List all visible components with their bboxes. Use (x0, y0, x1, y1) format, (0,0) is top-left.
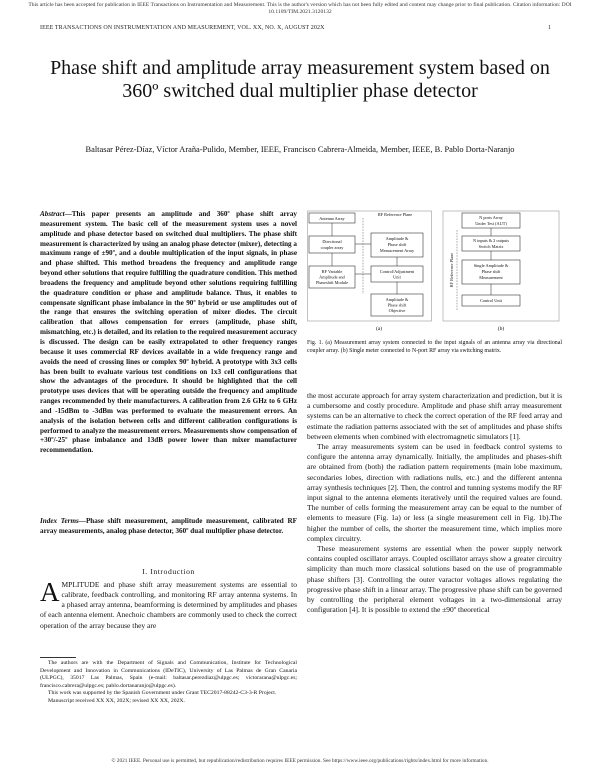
abstract (40, 210, 297, 456)
footnote-affiliation: The authors are with the Department of Signals and Communication, Institute for Technological Development and Innovation in Communications (IDeTIC), University of Las Palmas de Gran Canaria (ULPGC), 35017 Las Palmas, Spain (e-mail: baltasar.perezdiaz@ulpgc.es; victorarana@ulpgc.es; francisco.cabrera@ulpgc.es; pablo.dortanaranjo@ulpgc.es). (40, 660, 297, 689)
rf-reference-plane-a: RF Reference Plane (377, 212, 413, 217)
footnote-funding: This work was supported by the Spanish Government under Grant TEC2017-88242-C3-3-R Project. (48, 690, 277, 696)
rf-variable-line-3: Phaseshift Module (315, 280, 349, 285)
rf-reference-plane-b: RF Reference Plane (449, 252, 454, 288)
matrix-line-2: Switch Matrix (478, 244, 504, 249)
objective-line-1: Amplitude & (385, 297, 409, 302)
single-line-2: Phase shift (481, 269, 501, 274)
author-list: Baltasar Pérez-Díaz, Víctor Araña-Pulido, Member, IEEE, Francisco Cabrera-Almeida, Member, IEEE, B. Pablo Dorta-Naranjo (85, 145, 515, 154)
body-paragraph: These measurement systems are essential when the power supply network contains coupled oscillator arrays. Coupled oscillator arrays show a greater circuitry simplicity than much more classical solutions based on the use of programmable phase shifters [3]. Controlling the outer varactor voltages allows regulating the progressive phase shift in a linear array. The progressive phase shift can be governed by controlling the peripheral element voltages in a two-dimensional array configuration [4]. It is possible to extend the ±90º theoretical (307, 544, 562, 615)
panel-a-label: (a) (375, 326, 383, 332)
control-adjust-line-2: Unit (393, 274, 401, 280)
section-heading: I. Introduction (142, 567, 195, 576)
abstract-label: Abstract (40, 210, 65, 218)
index-terms (40, 517, 297, 536)
amp-phase-line-1: Amplitude & (385, 236, 409, 241)
nports-line-2: Under Test (AUT) (475, 221, 507, 226)
abstract-text: —This paper presents an amplitude and 360º phase shift array measurement system. The basic cell of the measurement system uses a novel amplitude and phase detector based on switched dual multipliers. The phase shift measurement is characterized by using an analog phase detector (mixer), detecting a maximum range of ±90º, and a double multiplication of the input signals, in phase and phase shifted. This method broadens the frequency and amplitude range beyond other solutions that require fulfilling the quadrature condition. This method broadens the frequency and amplitude beyond other solutions requiring fulfilling the quadrature condition or phase and amplitude balance. Thus, it enables to compensate significant phase imbalance in the 90º hybrid or use amplitudes out of the range that ensures the switching operation of mixer diodes. The circuit calibration that allows compensation for errors (amplitude, phase shift, mismatching, etc.) is detailed, and its relation to the required measurement accuracy is discussed. The design can be easily extrapolated to other frequency ranges because it uses commercial RF devices available in a wide frequency range and avoids the need of crossing lines or complex 90º hybrid. A prototype with 3x3 cells has been built to evaluate various test conditions on 1x3 cell configurations that show the advantages of the procedure. It should be highlighted that the cell prototype uses devices that will be operating outside the frequency and amplitude ranges recommended by their manufacturers. A calibration from 2.6 GHz to 6 GHz and -15dBm to -3dBm was performed to evaluate the measurement errors. An analysis of the isolation between cells and different calibration configurations is performed to analyze the measurement errors. Measurements show compensation of +30º/-25º phase imbalance and 13dB power lower than mixer manufacturer recommendation. (40, 210, 298, 455)
paper-title: Phase shift and amplitude array measurement system based on 360º switched dual multiplier phase detector (50, 57, 550, 102)
objective-line-2: Phase shift (387, 302, 407, 308)
introduction-paragraph (40, 577, 297, 631)
drop-cap: A (40, 577, 60, 607)
antenna-array-label: Antenna Array (319, 215, 345, 221)
intro-first-word: MPLITUDE (61, 580, 100, 589)
matrix-line-1: N inputs & 2 outputs (472, 238, 510, 243)
page-number: 1 (548, 25, 551, 31)
footnote-rule (40, 657, 76, 658)
index-terms-text: —Phase shift measurement, amplitude measurement, calibrated RF array measurements, analog phase detector, 360º dual multiplier phase detector. (40, 517, 297, 535)
rf-variable-line-1: RF Variable (321, 269, 343, 274)
footnote-manuscript: Manuscript received XX XX, 202X; revised XX XX, 202X. (48, 697, 185, 704)
body-paragraph: The array measurements system can be used in feedback control systems to configure the antenna array dynamically. Initially, the amplitudes and phases-shift are obtained from (both) the radiation pattern requirements (main lobe maximum, secondaries lobes, direction with radiations nulls, etc.) and the different antenna array synthesis techniques [2]. Then, the control and tunning systems modify the RF input signal to the antenna elements iteratively until the required values are found. The number of cells forming the measurement array can be equal to the number of elements to measure (Fig. 1a) or less (a single measurement cell in Fig. 1b).The higher the number of cells, the shorter the measurement time, which implies more complex circuitry. (307, 442, 562, 543)
panel-b-label: (b) (497, 326, 505, 332)
publication-notice: This article has been accepted for publication in IEEE Transactions on Instrumentation and Measurement. This is the author's version which has not been fully edited and content may change prior to final publication. Citation information: DOI 10.1109/TIM.2021.3120132 (28, 2, 572, 16)
copyright-notice: © 2021 IEEE. Personal use is permitted, but republication/redistribution requires IEEE permission. See https://www.ieee.org/publications/rights/index.html for more information. (111, 758, 489, 764)
control-unit-label: Control Unit (480, 298, 502, 303)
body-paragraph: the most accurate approach for array system characterization and prediction, but it is a cumbersome and costly procedure. Amplitude and phase shift array measurement systems can be an alternative to check the correct operation of the RF feed array and estimate the radiation patterns associated with the set of amplitudes and phase shifts between elements when combined with electromagnetic simulators [1]. (307, 391, 562, 441)
amp-phase-line-3: Measurement Array (379, 248, 415, 253)
footnotes (40, 660, 297, 705)
figure-caption: Fig. 1. (a) Measurement array system connected to the input signals of an antenna array via directional coupler array. (b) Single meter connected to N-port RF array via switching matrix. (307, 340, 562, 354)
nports-line-1: N ports Array (479, 215, 503, 220)
single-line-1: Single Amplitude & (473, 263, 509, 268)
objective-line-3: Objective (388, 308, 406, 313)
right-column-text (307, 391, 562, 615)
single-line-3: Measurement (479, 275, 503, 280)
figure-1-diagram (307, 210, 562, 335)
directional-line-1: Directional (322, 239, 342, 244)
directional-line-2: coupler array (320, 245, 344, 250)
index-terms-label: Index Terms (40, 517, 79, 525)
intro-text: and phase shift array measurement systems are essential to calibrate, feedback controlling, and monitoring RF array antenna systems. In a phased array antenna, beamforming is determined by amplitudes and phases of each antenna element. Anechoic chambers are commonly used to check the correct operation of the array because they are (40, 580, 297, 630)
rf-variable-line-2: Amplitude and (319, 274, 345, 280)
running-header: IEEE TRANSACTIONS ON INSTRUMENTATION AND MEASUREMENT, VOL. XX, NO. X, AUGUST 202X (40, 25, 325, 31)
control-adjust-line-1: Control/Adjustment (379, 269, 415, 274)
amp-phase-line-2: Phase shift (387, 242, 407, 247)
